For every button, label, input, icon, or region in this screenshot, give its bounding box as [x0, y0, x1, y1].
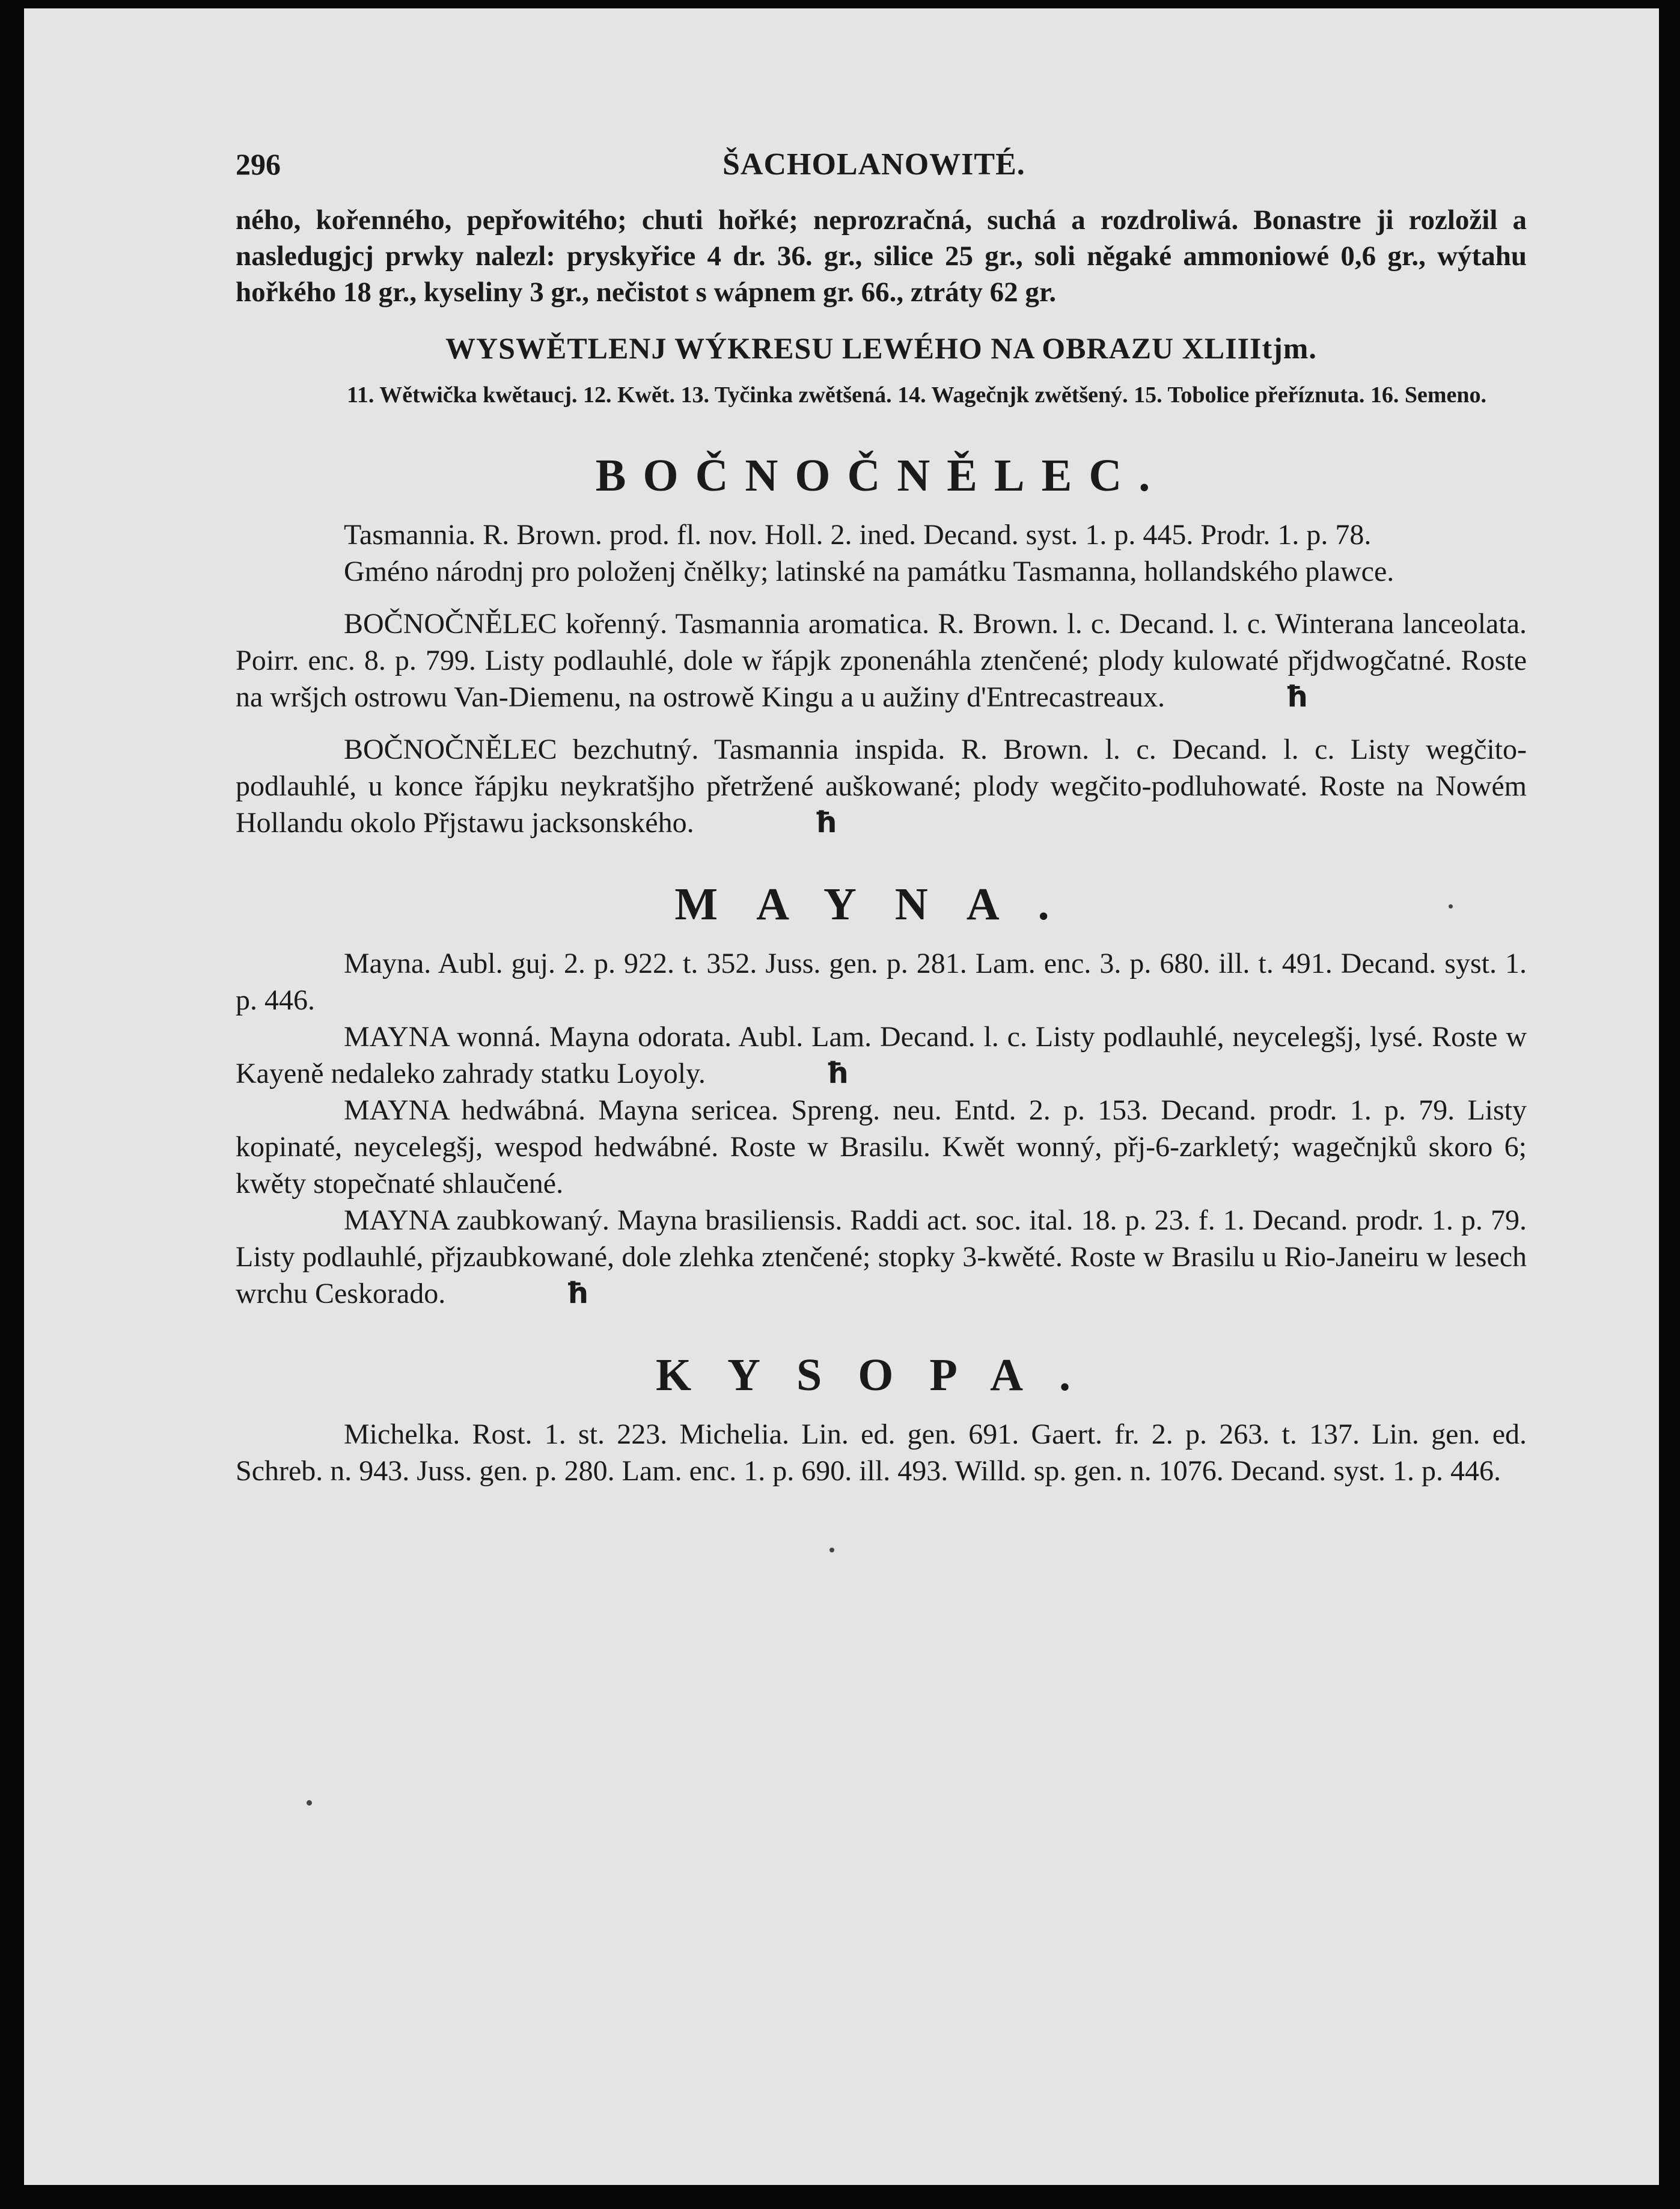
genus-etymology: Gméno národnj pro položenj čnělky; latinské na památku Tasmanna, hollandského plawce. — [344, 556, 1394, 587]
book-page — [24, 8, 1659, 2185]
genus-synonymy: Michelka. Rost. 1. st. 223. Michelia. Lin. ed. gen. 691. Gaert. fr. 2. p. 263. t. 137. Lin. gen. ed. Schreb. n. 943. Juss. gen. p. 280. Lam. enc. 1. p. 690. ill. 493. Willd. sp. gen. n. 1076. Decand. syst. 1. p. 446. — [236, 1418, 1527, 1487]
intro-paragraph: ného, kořenného, pepřowitého; chuti hořké; neprozračná, suchá a rozdroliwá. Bonastre ji rozložil a nasledugjcj prwky nalezl: pryskyřice 4 dr. 36. gr., silice 25 gr., soli něgaké ammoniowé 0,6 gr., wýtahu hořkého 18 gr., kyseliny 3 gr., nečistot s wápnem gr. 66., ztráty 62 gr. — [236, 204, 1527, 308]
running-title: ŠACHOLANOWITÉ. — [722, 147, 1025, 182]
species-text: BOČNOČNĚLEC bezchutný. Tasmannia inspida. R. Brown. l. c. Decand. l. c. Listy wegčito-podlauhlé, u konce řápjku neykratšjho přetržené auškowané; plody wegčito-podluhowaté. Roste na Nowém Hollandu okolo Přjstawu jacksonského. — [236, 734, 1527, 839]
shrub-symbol-icon: ħ — [825, 1056, 849, 1090]
genus-heading-kysopa: KYSOPA. — [655, 1350, 1107, 1400]
page-content — [236, 147, 1527, 1489]
shrub-symbol-icon: ħ — [566, 1276, 589, 1310]
running-header — [236, 147, 1527, 202]
species-text: BOČNOČNĚLEC kořenný. Tasmannia aromatica. R. Brown. l. c. Decand. l. c. Winterana lanceolata. Poirr. enc. 8. p. 799. Listy podlauhlé, dole w řápjk zponenáhla ztenčené; plody kulowaté přjdwogčatné. Roste na wršjch ostrowu Van-Diemenu, na ostrowě Kingu a u aužiny d'Entrecastreaux. — [236, 608, 1527, 713]
genus-synonymy: Tasmannia. R. Brown. prod. fl. nov. Holl. 2. ined. Decand. syst. 1. p. 445. Prodr. 1. p. 78. — [344, 519, 1372, 551]
page-number: 296 — [236, 147, 281, 181]
species-text: MAYNA wonná. Mayna odorata. Aubl. Lam. Decand. l. c. Listy podlauhlé, neycelegšj, lysé. Roste w Kayeně nedaleko zahrady statku Loyoly. — [236, 1021, 1527, 1089]
genus-synonymy: Mayna. Aubl. guj. 2. p. 922. t. 352. Juss. gen. p. 281. Lam. enc. 3. p. 680. ill. t. 491. Decand. syst. 1. p. 446. — [236, 948, 1527, 1016]
species-entry — [236, 1019, 1527, 1092]
species-entry — [236, 605, 1527, 715]
species-entry — [236, 1202, 1527, 1312]
species-text: MAYNA zaubkowaný. Mayna brasiliensis. Raddi act. soc. ital. 18. p. 23. f. 1. Decand. prodr. 1. p. 79. Listy podlauhlé, přjzaubkowané, dole zlehka ztenčené; stopky 3-kwěté. Roste w Brasilu u Rio-Janeiru w lesech wrchu Ceskorado. — [236, 1204, 1527, 1310]
ink-speck — [829, 1548, 834, 1552]
genus-heading-bocnocnelec: BOČNOČNĚLEC. — [595, 450, 1167, 501]
shrub-symbol-icon: ħ — [814, 806, 837, 839]
species-entry — [236, 731, 1527, 841]
plate-caption: 11. Wětwička kwětaucj. 12. Kwět. 13. Tyčinka zwětšená. 14. Wagečnjk zwětšený. 15. Tobolice přeříznuta. 16. Semeno. — [347, 382, 1487, 408]
shrub-symbol-icon: ħ — [1284, 680, 1308, 714]
species-entry: MAYNA hedwábná. Mayna sericea. Spreng. neu. Entd. 2. p. 153. Decand. prodr. 1. p. 79. Listy kopinaté, neycelegšj, wespod hedwábné. Roste w Brasilu. Kwět wonný, přj-6-zarkletý; wagečnjků skoro 6; kwěty stopečnaté shlaučené. — [236, 1094, 1527, 1199]
plate-heading: WYSWĚTLENJ WÝKRESU LEWÉHO NA OBRAZU XLIIItjm. — [445, 331, 1317, 365]
genus-heading-mayna: MAYNA. — [674, 879, 1088, 930]
ink-speck — [307, 1800, 312, 1806]
